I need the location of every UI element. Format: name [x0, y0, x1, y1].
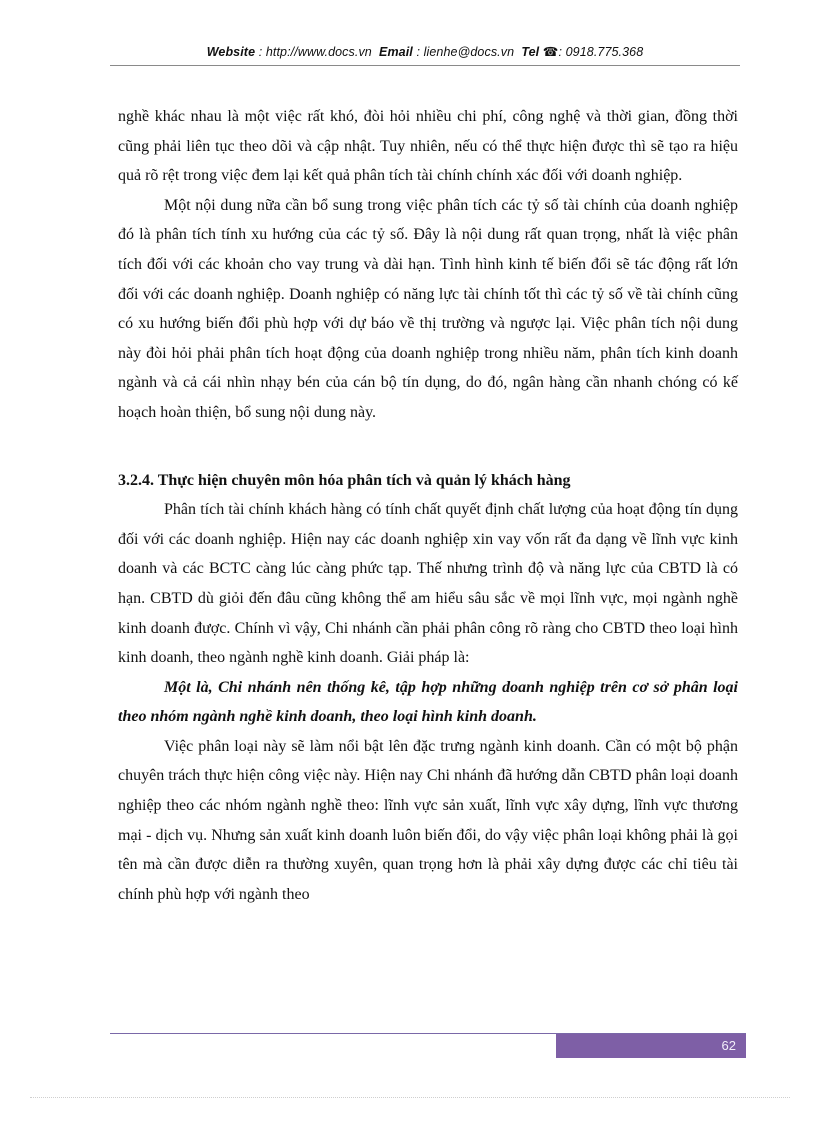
paragraph-4-emphasis: Một là, Chi nhánh nên thống kê, tập hợp những doanh nghiệp trên cơ sở phân loại theo nhóm ngành nghề kinh doanh, theo loại hình kinh doanh. — [118, 678, 738, 726]
website-label: Website — [206, 45, 256, 59]
page-header — [110, 44, 740, 59]
tel-label: Tel — [521, 45, 540, 59]
document-body — [118, 102, 738, 909]
paragraph-1: nghề khác nhau là một việc rất khó, đòi hỏi nhiều chi phí, công nghệ và thời gian, đồng thời cũng phải liên tục theo dõi và cập nhật. Tuy nhiên, nếu có thể thực hiện được thì sẽ tạo ra hiệu quả rõ rệt trong việc đem lại kết quả phân tích tài chính chính xác đối với doanh nghiệp. — [118, 108, 738, 185]
section-heading: 3.2.4. Thực hiện chuyên môn hóa phân tích và quản lý khách hàng — [118, 471, 571, 489]
page-number: 62 — [556, 1034, 746, 1058]
email-value: : lienhe@docs.vn — [416, 45, 515, 59]
paragraph-5: Việc phân loại này sẽ làm nổi bật lên đặc trưng ngành kinh doanh. Cần có một bộ phận chuyên trách thực hiện công việc này. Hiện nay Chi nhánh đã hướng dẫn CBTD phân loại doanh nghiệp theo các nhóm ngành nghề theo: lĩnh vực sản xuất, lĩnh vực xây dựng, lĩnh vực thương mại - dịch vụ. Nhưng sản xuất kinh doanh luôn biến đổi, do vậy việc phân loại không phải là gọi tên mà cần được diễn ra thường xuyên, quan trọng hơn là phải xây dựng được các chỉ tiêu tài chính phù hợp với ngành theo — [118, 737, 738, 903]
telephone-icon: ☎ — [542, 45, 559, 59]
website-value: : http://www.docs.vn — [258, 45, 372, 59]
email-label: Email — [379, 45, 413, 59]
tel-value: : 0918.775.368 — [558, 45, 644, 59]
paragraph-2: Một nội dung nữa cần bổ sung trong việc phân tích các tỷ số tài chính của doanh nghiệp đó là phân tích tính xu hướng của các tỷ số. Đây là nội dung rất quan trọng, nhất là việc phân tích đối với các khoản cho vay trung và dài hạn. Tình hình kinh tế biến đổi sẽ tác động rất lớn đối với các doanh nghiệp. Doanh nghiệp có năng lực tài chính tốt thì các tỷ số về tài chính cũng có xu hướng biến đổi phù hợp với dự báo về thị trường và ngược lại. Việc phân tích nội dung này đòi hỏi phải phân tích hoạt động của doanh nghiệp trong nhiều năm, phân tích kinh doanh ngành và cả cái nhìn nhạy bén của cán bộ tín dụng, do đó, ngân hàng cần nhanh chóng có kế hoạch hoàn thiện, bổ sung nội dung này. — [118, 196, 738, 421]
page-bottom-border — [30, 1097, 790, 1098]
paragraph-3: Phân tích tài chính khách hàng có tính chất quyết định chất lượng của hoạt động tín dụng đối với các doanh nghiệp. Hiện nay các doanh nghiệp xin vay vốn rất đa dạng về lĩnh vực kinh doanh và các BCTC càng lúc càng phức tạp. Thế nhưng trình độ và năng lực của CBTD là có hạn. CBTD dù giỏi đến đâu cũng không thể am hiểu sâu sắc về mọi lĩnh vực, mọi ngành nghề kinh doanh được. Chính vì vậy, Chi nhánh cần phải phân công rõ ràng cho CBTD theo loại hình kinh doanh, theo ngành nghề kinh doanh. Giải pháp là: — [118, 501, 738, 667]
header-rule — [110, 65, 740, 66]
